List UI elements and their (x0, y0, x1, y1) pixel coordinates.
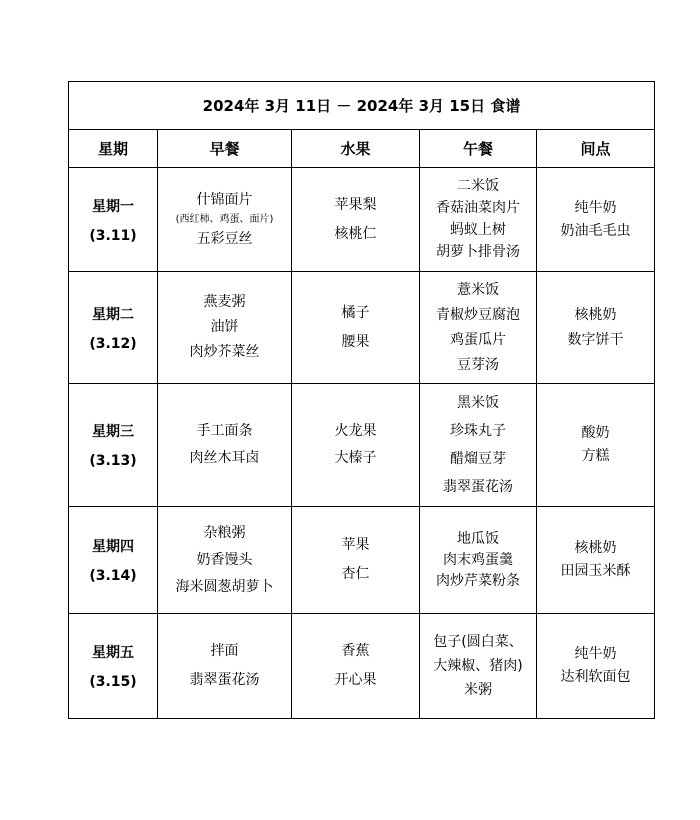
lunch-cell (420, 507, 537, 614)
table-row (69, 384, 655, 507)
lunch-item: 二米饭 (457, 178, 499, 194)
title-row (69, 82, 655, 130)
day-date: (3.15) (89, 674, 137, 690)
table-row (69, 272, 655, 384)
lunch-item: 珍珠丸子 (450, 422, 506, 439)
header-day: 星期 (69, 130, 158, 168)
lunch-item: 蚂蚁上树 (450, 222, 506, 238)
day-name: 星期三 (92, 424, 134, 440)
breakfast-item: 五彩豆丝 (196, 230, 253, 247)
weekly-menu-table (68, 81, 655, 719)
table-row (69, 507, 655, 614)
lunch-item: 胡萝卜排骨汤 (436, 244, 520, 260)
fruit-cell (292, 384, 420, 507)
table-row (69, 168, 655, 272)
breakfast-item-note: (西红柿、鸡蛋、面片) (175, 213, 274, 225)
breakfast-item: 手工面条 (196, 423, 253, 439)
lunch-item: 大辣椒、猪肉) (433, 657, 523, 674)
day-cell (69, 272, 158, 384)
lunch-item: 薏米饭 (457, 281, 499, 298)
day-date: (3.11) (89, 227, 137, 244)
breakfast-item: 奶香馒头 (196, 551, 253, 568)
day-date: (3.14) (89, 568, 137, 584)
lunch-item: 醋熘豆芽 (450, 450, 506, 467)
snack-cell (537, 507, 655, 614)
snack-item: 纯牛奶 (574, 646, 617, 662)
lunch-cell (420, 614, 537, 719)
menu-title: 2024年 3月 11日 － 2024年 3月 15日 食谱 (69, 82, 655, 130)
breakfast-item: 拌面 (210, 643, 239, 659)
snack-item: 数字饼干 (567, 331, 624, 348)
snack-item: 核桃奶 (574, 540, 617, 556)
fruit-item: 苹果梨 (334, 196, 377, 213)
fruit-item: 核桃仁 (334, 225, 377, 242)
day-cell (69, 384, 158, 507)
day-name: 星期二 (92, 306, 134, 323)
snack-cell (537, 614, 655, 719)
breakfast-cell (158, 614, 292, 719)
lunch-cell (420, 384, 537, 507)
header-snack: 间点 (537, 130, 655, 168)
header-lunch: 午餐 (420, 130, 537, 168)
fruit-item: 杏仁 (341, 566, 370, 582)
breakfast-item: 肉丝木耳卤 (189, 450, 260, 466)
header-row (69, 130, 655, 168)
fruit-item: 火龙果 (334, 423, 377, 439)
breakfast-item: 肉炒芥菜丝 (189, 344, 260, 360)
lunch-item: 地瓜饭 (457, 530, 499, 547)
header-fruit: 水果 (292, 130, 420, 168)
breakfast-item: 油饼 (210, 319, 239, 335)
table-row (69, 614, 655, 719)
breakfast-item: 海米圆葱胡萝卜 (175, 578, 274, 595)
lunch-item: 肉末鸡蛋羹 (443, 551, 513, 568)
lunch-item: 黑米饭 (457, 394, 499, 411)
lunch-item: 包子(圆白菜、 (433, 633, 523, 650)
snack-cell (537, 384, 655, 507)
lunch-item: 青椒炒豆腐泡 (436, 306, 520, 323)
day-name: 星期四 (92, 539, 134, 555)
fruit-item: 腰果 (341, 333, 370, 350)
lunch-item: 鸡蛋瓜片 (450, 331, 506, 348)
lunch-cell (420, 168, 537, 272)
snack-item: 田园玉米酥 (560, 563, 631, 579)
day-date: (3.12) (89, 335, 137, 352)
header-breakfast: 早餐 (158, 130, 292, 168)
fruit-cell (292, 272, 420, 384)
fruit-cell (292, 614, 420, 719)
day-cell (69, 507, 158, 614)
lunch-item: 翡翠蛋花汤 (443, 478, 513, 495)
snack-item: 酸奶 (581, 425, 610, 441)
fruit-cell (292, 168, 420, 272)
day-name: 星期五 (92, 645, 134, 661)
snack-item: 达利软面包 (560, 669, 631, 685)
fruit-item: 香蕉 (341, 643, 370, 659)
lunch-cell (420, 272, 537, 384)
day-name: 星期一 (92, 198, 134, 215)
day-date: (3.13) (89, 453, 137, 469)
snack-item: 方糕 (581, 448, 610, 464)
snack-item: 纯牛奶 (574, 199, 617, 216)
lunch-item: 香菇油菜肉片 (436, 200, 520, 216)
fruit-item: 苹果 (341, 537, 370, 553)
fruit-item: 开心果 (334, 672, 377, 688)
breakfast-cell (158, 384, 292, 507)
fruit-cell (292, 507, 420, 614)
lunch-item: 米粥 (464, 681, 492, 698)
snack-cell (537, 272, 655, 384)
breakfast-item: 什锦面片 (196, 191, 253, 208)
breakfast-item: 翡翠蛋花汤 (189, 672, 260, 688)
day-cell (69, 614, 158, 719)
breakfast-item: 燕麦粥 (203, 294, 246, 310)
lunch-item: 肉炒芹菜粉条 (436, 572, 520, 589)
breakfast-cell (158, 168, 292, 272)
day-cell (69, 168, 158, 272)
snack-cell (537, 168, 655, 272)
fruit-item: 橘子 (341, 304, 370, 321)
fruit-item: 大榛子 (334, 450, 377, 466)
breakfast-cell (158, 272, 292, 384)
breakfast-cell (158, 507, 292, 614)
snack-item: 核桃奶 (574, 306, 617, 323)
breakfast-item: 杂粮粥 (203, 524, 246, 541)
lunch-item: 豆芽汤 (457, 356, 499, 373)
snack-item: 奶油毛毛虫 (560, 222, 631, 239)
